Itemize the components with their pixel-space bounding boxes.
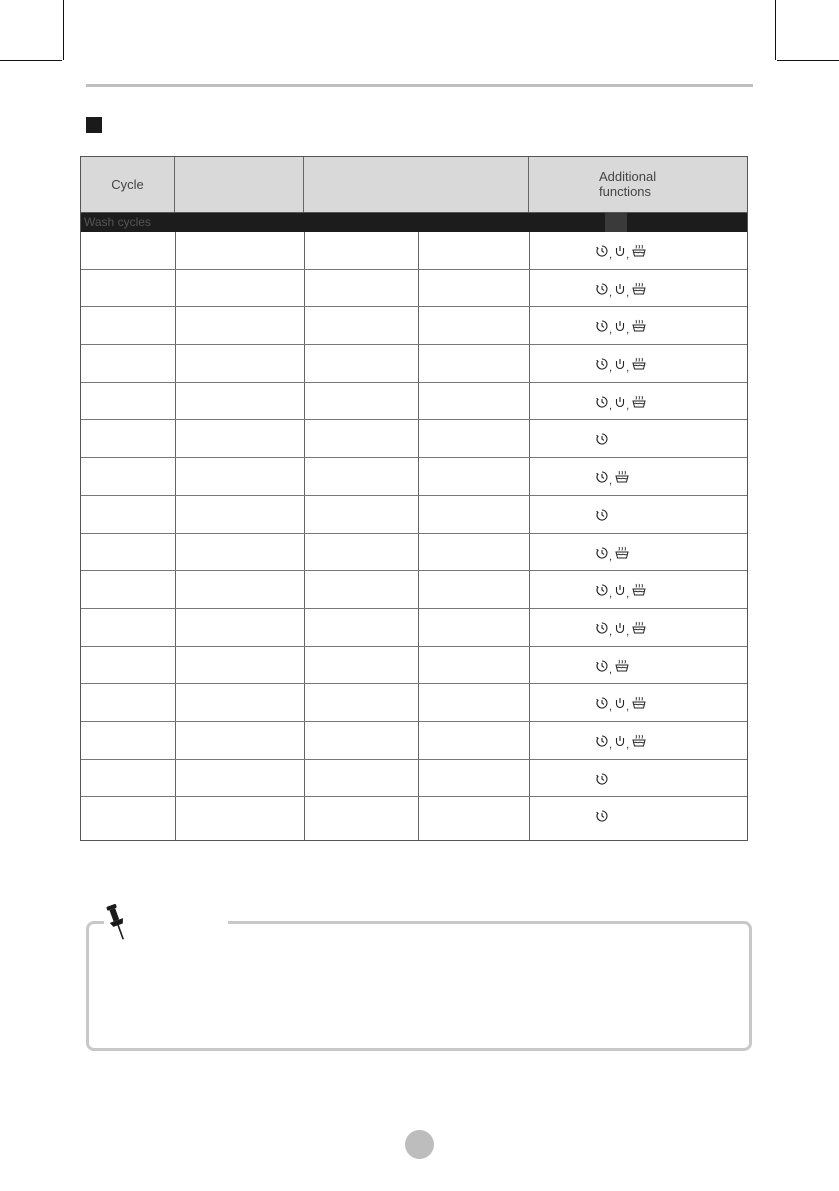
icon-separator: , <box>609 286 613 299</box>
extra-rinse-icon <box>631 621 647 635</box>
table-cell <box>175 722 305 759</box>
table-cell <box>175 496 305 533</box>
table-row <box>81 797 747 840</box>
function-icons <box>595 356 647 375</box>
crop-mark <box>63 0 64 60</box>
table-cell <box>418 609 530 646</box>
additional-functions-cell <box>529 760 747 797</box>
table-body <box>81 232 747 840</box>
table-cell <box>175 797 305 840</box>
icon-separator: , <box>626 324 630 337</box>
table-cell <box>418 647 530 684</box>
icon-separator: , <box>609 701 613 714</box>
table-cell <box>304 571 419 608</box>
function-icons <box>595 394 647 410</box>
delay-timer-icon <box>595 621 609 635</box>
delay-timer-icon <box>595 734 609 748</box>
icon-separator: , <box>626 701 630 714</box>
additional-functions-cell <box>529 345 747 382</box>
table-cell <box>418 797 530 840</box>
table-cell <box>81 571 176 608</box>
table-row <box>81 232 747 270</box>
table-cell <box>81 609 176 646</box>
table-cell <box>418 496 530 533</box>
function-icons <box>595 658 630 674</box>
icon-separator: , <box>609 475 613 488</box>
table-row <box>81 307 747 345</box>
delay-timer-icon <box>595 282 609 296</box>
icon-separator: , <box>609 324 613 337</box>
crop-mark <box>0 60 62 61</box>
delay-timer-icon <box>595 583 609 597</box>
additional-functions-cell <box>529 307 747 344</box>
additional-functions-cell <box>529 722 747 759</box>
pre-wash-icon <box>614 244 626 258</box>
function-icons <box>595 469 630 488</box>
pre-wash-icon <box>614 696 626 710</box>
delay-timer-icon <box>595 319 609 333</box>
table-cell <box>418 534 530 571</box>
table-cell <box>175 458 305 495</box>
table-cell <box>81 797 176 840</box>
delay-timer-icon <box>595 696 609 710</box>
icon-separator: , <box>626 625 630 638</box>
table-cell <box>304 534 419 571</box>
note-box <box>86 921 752 1051</box>
delay-timer-icon <box>595 809 609 823</box>
table-cell <box>175 307 305 344</box>
additional-functions-cell <box>529 383 747 420</box>
table-cell <box>81 420 176 457</box>
pre-wash-icon <box>614 319 626 333</box>
table-cell <box>304 722 419 759</box>
table-cell <box>175 232 305 269</box>
table-row <box>81 534 747 572</box>
table-cell <box>175 571 305 608</box>
table-cell <box>418 760 530 797</box>
table-cell <box>81 232 176 269</box>
table-cell <box>418 232 530 269</box>
table-cell <box>304 458 419 495</box>
program-table <box>80 156 748 841</box>
function-icons <box>595 507 609 523</box>
additional-functions-cell <box>529 496 747 533</box>
table-row <box>81 458 747 496</box>
table-cell <box>175 270 305 307</box>
table-row <box>81 270 747 308</box>
table-cell <box>81 722 176 759</box>
table-cell <box>81 534 176 571</box>
function-icons <box>595 545 630 561</box>
table-cell <box>418 420 530 457</box>
icon-separator: , <box>609 399 613 412</box>
function-icons <box>595 771 609 787</box>
additional-functions-cell <box>529 797 747 840</box>
extra-rinse-icon <box>614 659 630 673</box>
table-cell <box>81 307 176 344</box>
extra-rinse-icon <box>631 734 647 748</box>
table-cell <box>418 684 530 721</box>
table-cell <box>418 722 530 759</box>
function-icons <box>595 733 647 749</box>
table-cell <box>304 420 419 457</box>
table-cell <box>81 647 176 684</box>
extra-rinse-icon <box>631 696 647 710</box>
table-cell <box>304 609 419 646</box>
crop-mark <box>777 60 839 61</box>
additional-functions-cell <box>529 458 747 495</box>
function-icons <box>595 431 609 447</box>
pre-wash-icon <box>614 621 626 635</box>
table-cell <box>304 345 419 382</box>
extra-rinse-icon <box>631 244 647 258</box>
additional-functions-cell <box>529 684 747 721</box>
pushpin-icon <box>104 902 132 947</box>
icon-separator: , <box>609 588 613 601</box>
delay-timer-icon <box>595 659 609 673</box>
table-cell <box>304 797 419 840</box>
delay-timer-icon <box>595 470 609 484</box>
function-icons <box>595 808 609 824</box>
table-cell <box>175 760 305 797</box>
table-cell <box>175 647 305 684</box>
delay-timer-icon <box>595 357 609 371</box>
icon-separator: , <box>609 738 613 751</box>
band-shade <box>605 213 627 232</box>
icon-separator: , <box>609 625 613 638</box>
pre-wash-icon <box>614 282 626 296</box>
function-icons <box>595 281 647 297</box>
table-cell <box>81 345 176 382</box>
pre-wash-icon <box>614 395 626 409</box>
table-row <box>81 345 747 383</box>
extra-rinse-icon <box>631 357 647 371</box>
header-rule <box>86 84 753 87</box>
table-cell <box>418 383 530 420</box>
delay-timer-icon <box>595 244 609 258</box>
table-cell <box>304 647 419 684</box>
extra-rinse-icon <box>631 583 647 597</box>
header-column-3 <box>304 157 529 212</box>
icon-separator: , <box>609 362 613 375</box>
table-row <box>81 609 747 647</box>
wash-cycles-band <box>81 213 747 232</box>
table-cell <box>175 420 305 457</box>
delay-timer-icon <box>595 432 609 446</box>
table-cell <box>81 270 176 307</box>
icon-separator: , <box>609 663 613 676</box>
crop-mark <box>775 0 776 60</box>
pre-wash-icon <box>614 734 626 748</box>
table-cell <box>81 458 176 495</box>
table-cell <box>175 383 305 420</box>
table-row <box>81 571 747 609</box>
table-cell <box>304 307 419 344</box>
table-row <box>81 722 747 760</box>
delay-timer-icon <box>595 395 609 409</box>
additional-functions-cell <box>529 571 747 608</box>
additional-functions-cell <box>529 609 747 646</box>
icon-separator: , <box>609 550 613 563</box>
icon-separator: , <box>626 399 630 412</box>
pre-wash-icon <box>614 357 626 371</box>
table-row <box>81 760 747 798</box>
function-icons <box>595 695 647 714</box>
additional-functions-cell <box>529 647 747 684</box>
table-cell <box>304 496 419 533</box>
icon-separator: , <box>626 249 630 261</box>
table-row <box>81 684 747 722</box>
additional-functions-cell <box>529 232 747 269</box>
table-cell <box>418 458 530 495</box>
table-cell <box>175 345 305 382</box>
table-cell <box>304 383 419 420</box>
table-row <box>81 496 747 534</box>
table-cell <box>81 496 176 533</box>
delay-timer-icon <box>595 772 609 786</box>
header-cycle: Cycle <box>81 157 175 212</box>
extra-rinse-icon <box>614 470 630 484</box>
header-additional-functions: Additional functions <box>599 169 657 199</box>
additional-functions-cell <box>529 270 747 307</box>
table-cell <box>175 609 305 646</box>
table-cell <box>418 270 530 307</box>
section-marker <box>86 117 102 133</box>
table-cell <box>304 760 419 797</box>
table-row <box>81 647 747 685</box>
table-cell <box>418 571 530 608</box>
function-icons <box>595 318 647 337</box>
icon-separator: , <box>626 738 630 751</box>
table-row <box>81 420 747 458</box>
icon-separator: , <box>626 588 630 601</box>
table-cell <box>304 232 419 269</box>
table-cell <box>304 684 419 721</box>
delay-timer-icon <box>595 508 609 522</box>
extra-rinse-icon <box>614 546 630 560</box>
table-cell <box>81 684 176 721</box>
function-icons <box>595 582 647 601</box>
extra-rinse-icon <box>631 395 647 409</box>
table-cell <box>418 345 530 382</box>
table-cell <box>175 534 305 571</box>
page-number-badge <box>405 1130 434 1159</box>
band-label: Wash cycles <box>84 215 151 229</box>
extra-rinse-icon <box>631 319 647 333</box>
table-cell <box>175 684 305 721</box>
table-cell <box>81 383 176 420</box>
additional-functions-cell <box>529 420 747 457</box>
table-cell <box>81 760 176 797</box>
table-row <box>81 383 747 421</box>
icon-separator: , <box>609 249 613 261</box>
additional-functions-cell <box>529 534 747 571</box>
table-cell <box>304 270 419 307</box>
icon-separator: , <box>626 362 630 375</box>
pre-wash-icon <box>614 583 626 597</box>
icon-separator: , <box>626 286 630 299</box>
delay-timer-icon <box>595 546 609 560</box>
table-header <box>81 157 747 213</box>
header-column-2 <box>175 157 304 212</box>
extra-rinse-icon <box>631 282 647 296</box>
table-cell <box>418 307 530 344</box>
function-icons <box>595 243 647 259</box>
function-icons <box>595 620 647 636</box>
